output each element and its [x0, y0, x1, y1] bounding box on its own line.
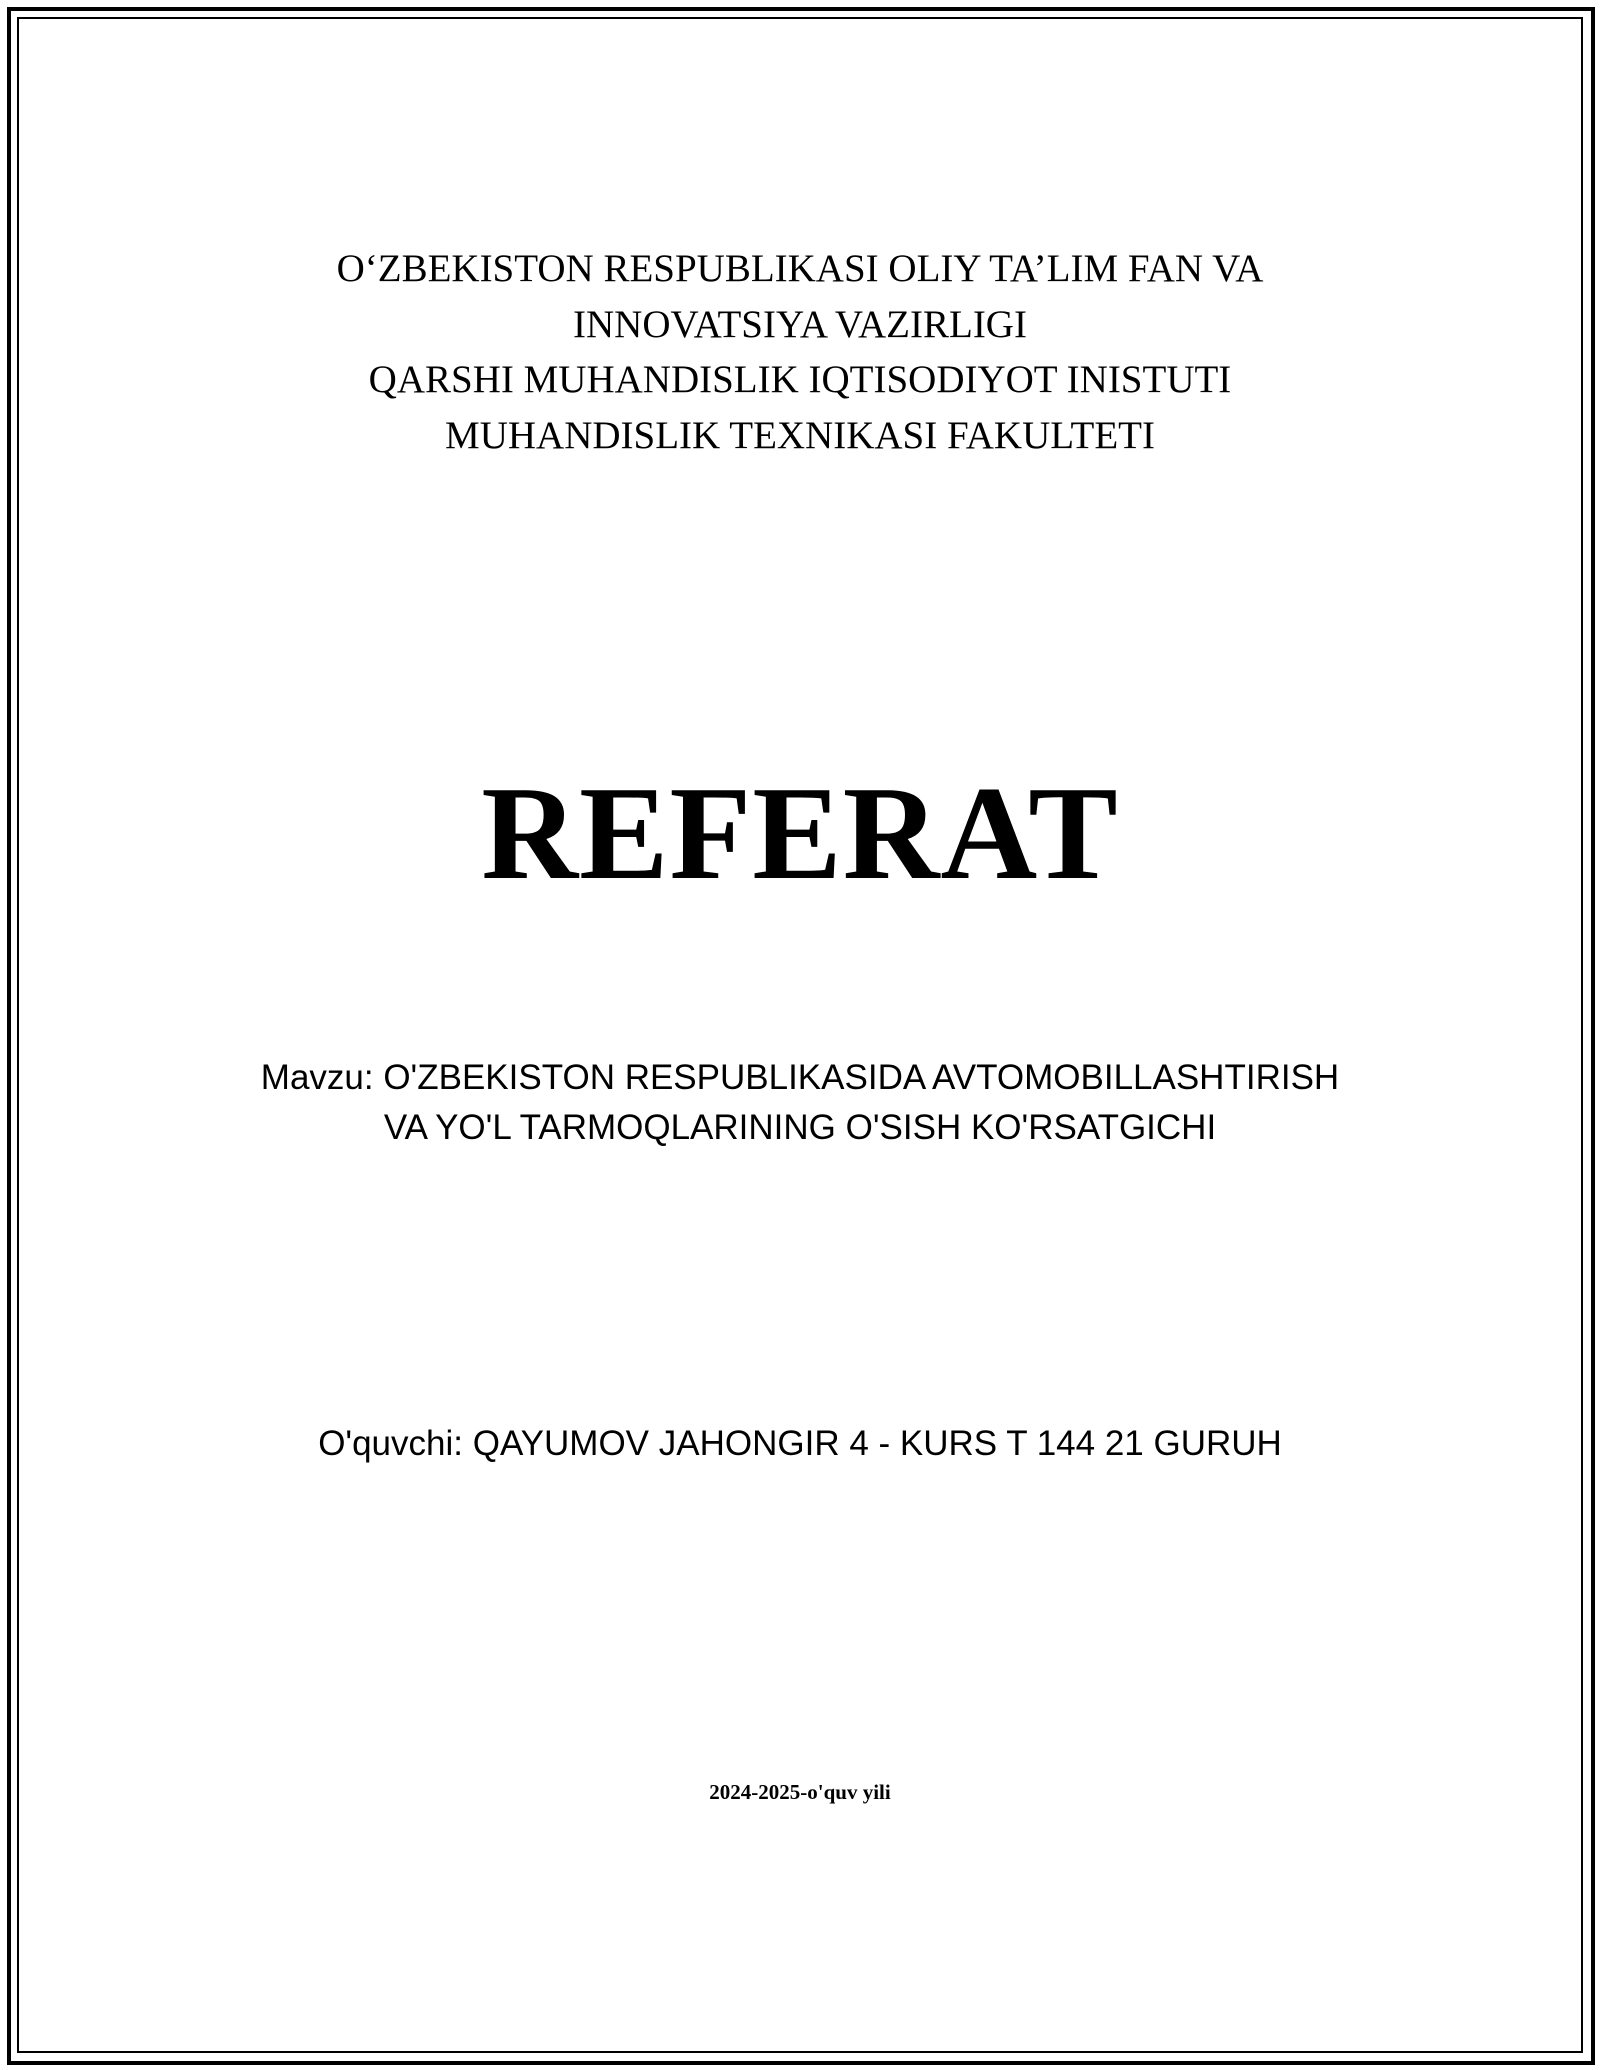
header-line-faculty: MUHANDISLIK TEXNIKASI FAKULTETI — [445, 414, 1155, 457]
header-line-institute: QARSHI MUHANDISLIK IQTISODIYOT INISTUTI — [368, 358, 1232, 401]
academic-year: 2024-2025-o'quv yili — [709, 1780, 891, 1804]
student-info: O'quvchi: QAYUMOV JAHONGIR 4 - KURS T 144 21 GURUH — [318, 1424, 1282, 1463]
header-line-ministry-cont: INNOVATSIYA VAZIRLIGI — [573, 303, 1027, 346]
topic-line-2: VA YO'L TARMOQLARINING O'SISH KO'RSATGICHI — [383, 1108, 1217, 1147]
header-line-ministry: O‘ZBEKISTON RESPUBLIKASI OLIY TA’LIM FAN VA — [336, 247, 1264, 290]
topic-line-1: Mavzu: O'ZBEKISTON RESPUBLIKASIDA AVTOMOBILLASHTIRISH — [260, 1058, 1340, 1097]
document-title: REFERAT — [481, 759, 1119, 907]
